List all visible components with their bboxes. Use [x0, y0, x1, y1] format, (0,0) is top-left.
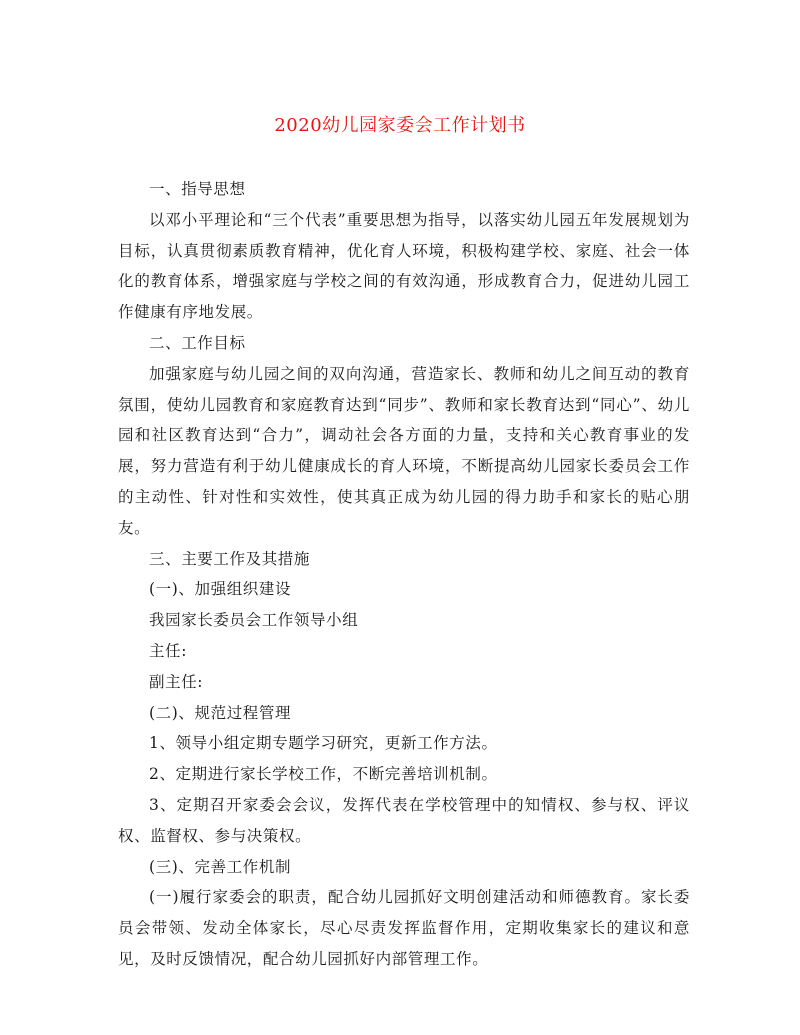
document-body	[118, 174, 690, 975]
list-item-1: 1、领导小组定期专题学习研究，更新工作方法。	[149, 734, 498, 753]
work-goals-paragraph: 加强家庭与幼儿园之间的双向沟通，营造家长、教师和幼儿之间互动的教育氛围，使幼儿园教育和家庭教育达到“同步”、教师和家长教育达到“同心”、幼儿园和社区教育达到“合力”，调动社会各方面的力量，支持和关心教育事业的发展，努力营造有利于幼儿健康成长的育人环境，不断提高幼儿园家长委员会工作的主动性、针对性和实效性，使其真正成为幼儿园的得力助手和家长的贴心朋友。	[118, 364, 690, 537]
section-heading-3: 三、主要工作及其措施	[149, 549, 311, 568]
subsection-heading-1: (一)、加强组织建设	[149, 580, 292, 599]
document-title: 2020幼儿园家委会工作计划书	[274, 115, 526, 136]
list-item-3: 3、定期召开家委会会议，发挥代表在学校管理中的知情权、参与权、评议权、监督权、参与决策权。	[118, 795, 690, 845]
director-line: 主任:	[149, 641, 188, 660]
subsection-heading-3: (三)、完善工作机制	[149, 857, 292, 876]
subsection-heading-2: (二)、规范过程管理	[149, 703, 292, 722]
mechanism-paragraph: (一)履行家委会的职责，配合幼儿园抓好文明创建活动和师德教育。家长委员会带领、发动全体家长，尽心尽责发挥监督作用，定期收集家长的建议和意见，及时反馈情况，配合幼儿园抓好内部管理工作。	[118, 888, 690, 968]
guiding-ideology-paragraph: 以邓小平理论和“三个代表”重要思想为指导，以落实幼儿园五年发展规划为目标，认真贯彻素质教育精神，优化育人环境，积极构建学校、家庭、社会一体化的教育体系，增强家庭与学校之间的有效沟通，形成教育合力，促进幼儿园工作健康有序地发展。	[118, 210, 690, 322]
deputy-director-line: 副主任:	[149, 672, 204, 691]
list-item-2: 2、定期进行家长学校工作，不断完善培训机制。	[149, 765, 498, 784]
section-heading-2: 二、工作目标	[149, 333, 246, 352]
section-heading-1: 一、指导思想	[149, 180, 246, 198]
leadership-group-line: 我园家长委员会工作领导小组	[149, 611, 359, 630]
